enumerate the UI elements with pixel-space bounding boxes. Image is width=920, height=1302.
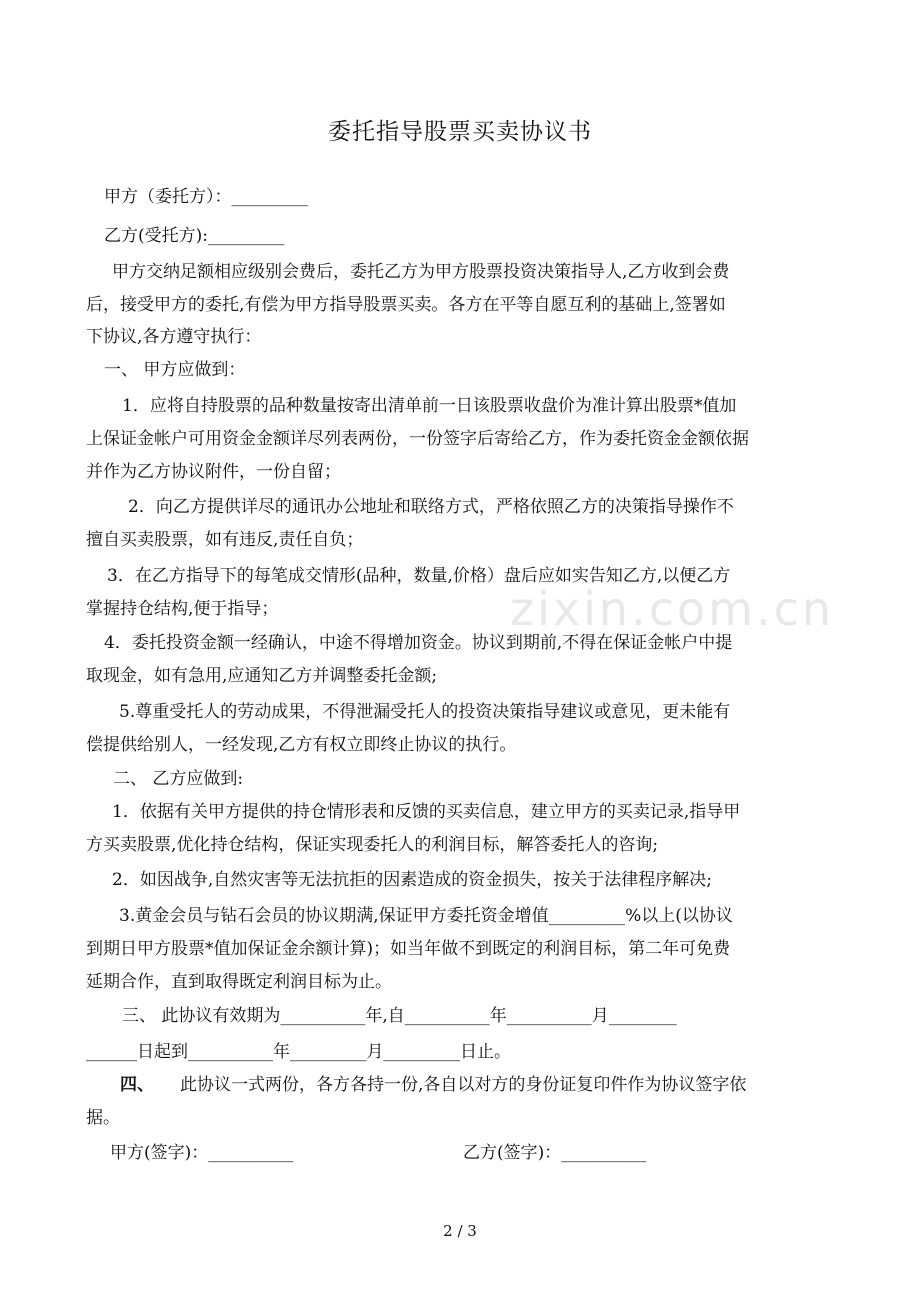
section2-item3-line1: 3.黄金会员与钻石会员的协议期满,保证甲方委托资金增值_________%以上(以协议	[119, 906, 733, 926]
section3-line1: 三、 此协议有效期为__________年,自__________年__________月________	[122, 1006, 677, 1026]
party-b-line: 乙方(受托方):_________	[104, 226, 285, 246]
section1-item1-line3: 并作为乙方协议附件，一份自留；	[86, 462, 341, 482]
section1-item5-line1: 5.尊重受托人的劳动成果，不得泄漏受托人的投资决策指导建议或意见，更未能有	[119, 702, 731, 722]
section1-item4-line2: 取现金，如有急用,应通知乙方并调整委托金额;	[86, 666, 438, 686]
section4-heading: 四、	[120, 1075, 154, 1095]
section2-item3-line3: 延期合作，直到取得既定利润目标为止。	[86, 972, 392, 992]
section1-heading: 一、 甲方应做到：	[104, 360, 246, 380]
intro-line-1: 甲方交纳足额相应级别会费后，委托乙方为甲方股票投资决策指导人,乙方收到会费	[112, 262, 730, 282]
document-title: 委托指导股票买卖协议书	[328, 119, 592, 145]
section1-item4-line1: 4．委托投资金额一经确认，中途不得增加资金。协议到期前,不得在保证金帐户中提	[104, 633, 733, 653]
section1-item5-line2: 偿提供给别人，一经发现,乙方有权立即终止协议的执行。	[86, 735, 517, 755]
intro-line-3: 下协议,各方遵守执行：	[86, 327, 262, 347]
section2-item1-line2: 方买卖股票,优化持仓结构，保证实现委托人的利润目标，解答委托人的咨询;	[86, 835, 659, 855]
section1-item2-line2: 擅自买卖股票，如有违反,责任自负；	[86, 530, 364, 550]
section2-heading: 二、 乙方应做到:	[113, 769, 244, 789]
signature-party-a: 甲方(签字)：__________	[110, 1143, 294, 1163]
section1-item1-line2: 上保证金帐户可用资金金额详尽列表两份，一份签字后寄给乙方，作为委托资金金额依据	[86, 429, 749, 449]
signature-party-b: 乙方(签字)：__________	[463, 1143, 647, 1163]
section4-line2: 据。	[86, 1108, 120, 1128]
section1-item3-line2: 掌握持仓结构,便于指导；	[86, 599, 279, 619]
section3-line2: ______日起到__________年_________月_________日止。	[86, 1042, 511, 1062]
section1-item3-line1: 3．在乙方指导下的每笔成交情形(品种，数量,价格）盘后应如实告知乙方,以便乙方	[107, 566, 731, 586]
intro-line-2: 后，接受甲方的委托,有偿为甲方指导股票买卖。各方在平等自愿互利的基础上,签署如	[86, 295, 726, 315]
party-a-line: 甲方（委托方）：_________	[104, 187, 308, 207]
section2-item2-line1: 2．如因战争,自然灾害等无法抗拒的因素造成的资金损失，按关于法律程序解决;	[112, 870, 712, 890]
section2-item1-line1: 1．依据有关甲方提供的持仓情形表和反馈的买卖信息，建立甲方的买卖记录,指导甲	[112, 802, 741, 822]
section1-item1-line1: 1．应将自持股票的品种数量按寄出清单前一日该股票收盘价为准计算出股票*值加	[122, 396, 737, 416]
page-number: 2 / 3	[443, 1222, 477, 1240]
watermark: zixin.com.cn	[510, 582, 835, 636]
section1-item2-line1: 2．向乙方提供详尽的通讯办公地址和联络方式，严格依照乙方的决策指导操作不	[128, 497, 734, 517]
section4-line1: 此协议一式两份，各方各持一份,各自以对方的身份证复印件作为协议签字依	[180, 1075, 747, 1095]
section2-item3-line2: 到期日甲方股票*值加保证金余额计算)；如当年做不到既定的利润目标，第二年可免费	[86, 939, 731, 959]
